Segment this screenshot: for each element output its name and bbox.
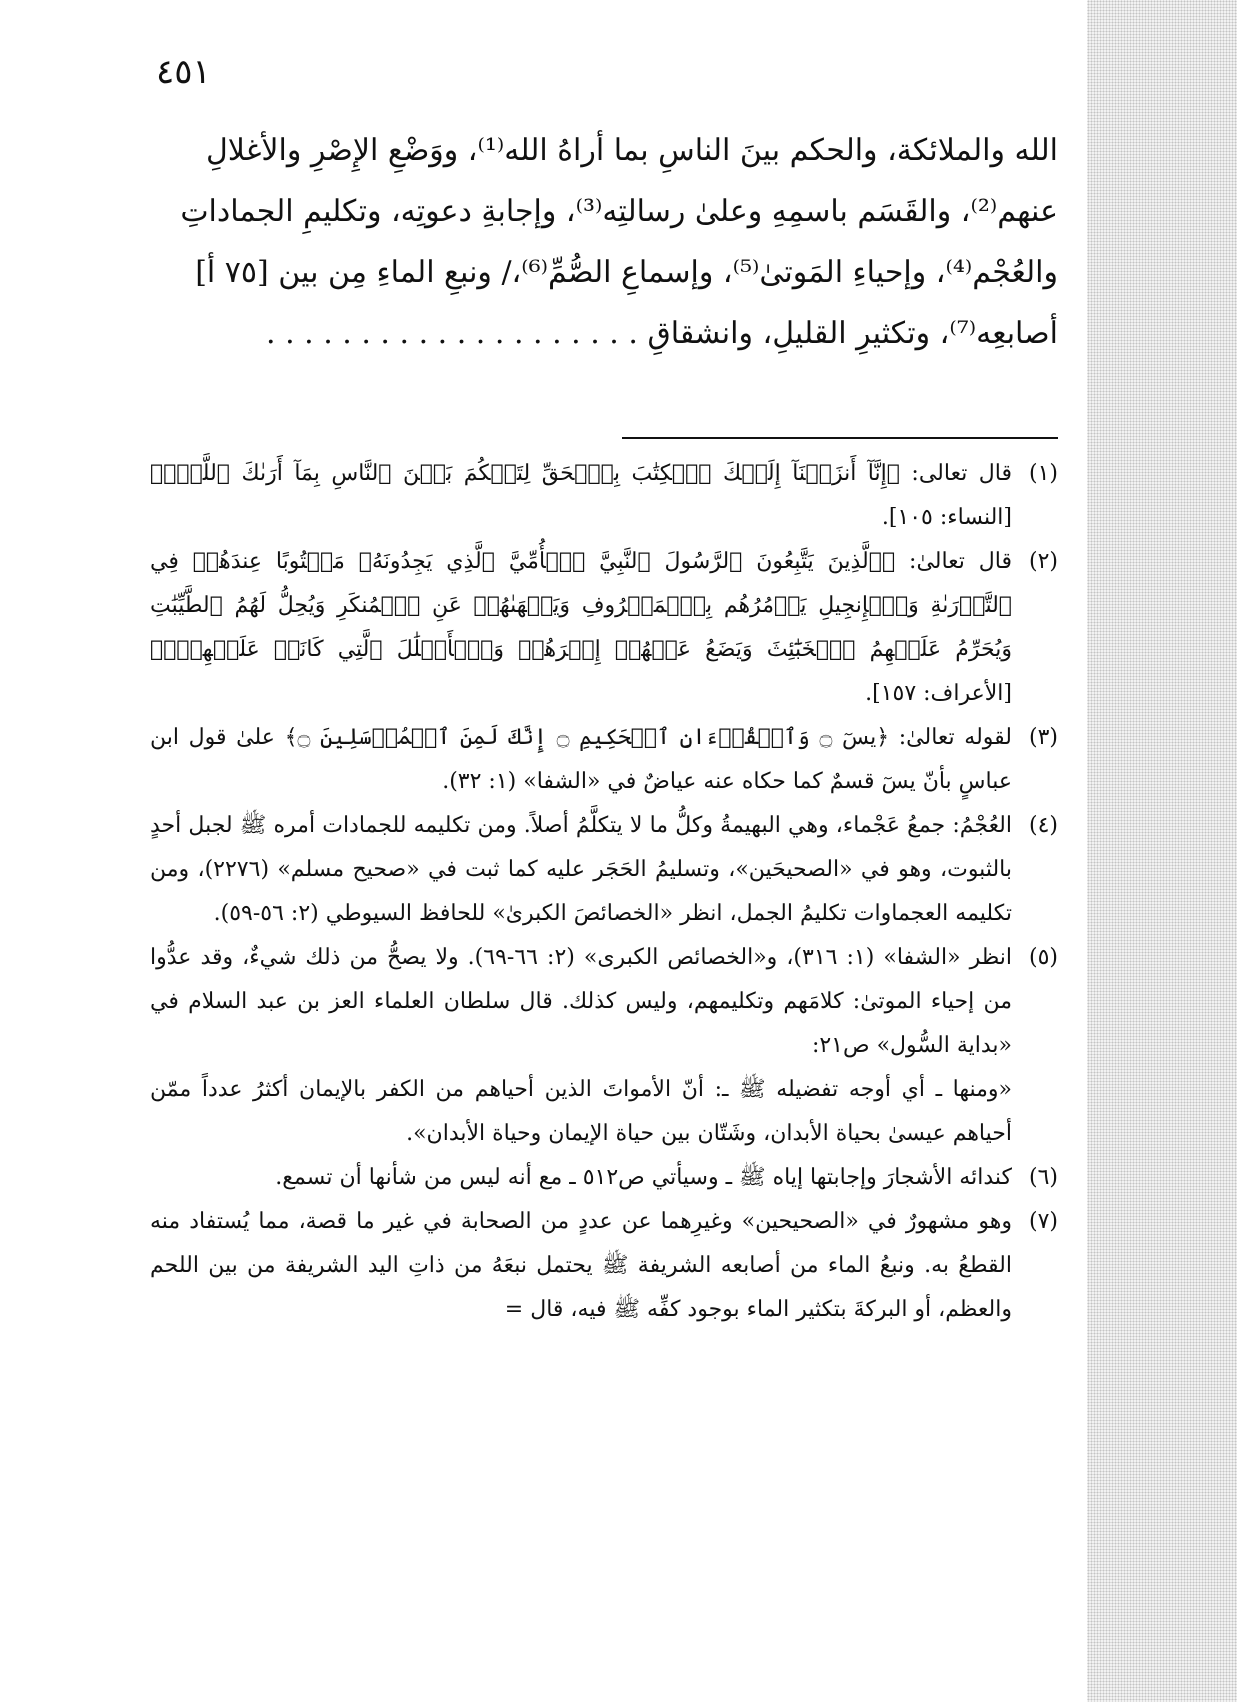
- footnote: [150, 1156, 1058, 1200]
- footnote-number: (٢): [1028, 549, 1058, 574]
- main-text-line: عنهم⁽²⁾، والقَسَم باسمِهِ وعلىٰ رسالتِه⁽³⁾، وإجابةِ دعوتِه، وتكليمِ الجماداتِ: [180, 194, 1058, 229]
- footnotes: [150, 452, 1058, 1332]
- footnote-text: قال تعالى: ﴿إِنَّآ أَنزَلۡنَآ إِلَيۡكَ ٱلۡكِتَٰبَ بِٱلۡحَقِّ لِتَحۡكُمَ بَيۡنَ ٱلنَّاسِ بِمَآ أَرَىٰكَ ٱللَّهُۚ﴾ [النساء: ١٠٥].: [150, 461, 1012, 530]
- footnote-separator: [622, 437, 1058, 439]
- footnote-number: (٤): [1028, 813, 1058, 838]
- footnote-text: لقوله تعالىٰ: ﴿يسٓ ۝ وَٱلۡقُرۡءَانِ ٱلۡحَكِيمِ ۝ إِنَّكَ لَمِنَ ٱلۡمُرۡسَلِينَ ۝﴾ علىٰ قول ابن عباسٍ بأنّ يسٓ قسمٌ كما حكاه عنه عياضٌ في «الشفا» (١: ٣٢).: [150, 725, 1013, 794]
- footnote-number: (٧): [1028, 1209, 1058, 1234]
- footnote-text: قال تعالىٰ: ﴿ٱلَّذِينَ يَتَّبِعُونَ ٱلرَّسُولَ ٱلنَّبِيَّ ٱلۡأُمِّيَّ ٱلَّذِي يَجِدُونَهُۥ مَكۡتُوبًا عِندَهُمۡ فِي ٱلتَّوۡرَىٰةِ وَٱلۡإِنجِيلِ يَأۡمُرُهُم بِٱلۡمَعۡرُوفِ وَيَنۡهَىٰهُمۡ عَنِ ٱلۡمُنكَرِ وَيُحِلُّ لَهُمُ ٱلطَّيِّبَٰتِ وَيُحَرِّمُ عَلَيۡهِمُ ٱلۡخَبَٰٓئِثَ وَيَضَعُ عَنۡهُمۡ إِصۡرَهُمۡ وَٱلۡأَغۡلَٰلَ ٱلَّتِي كَانَتۡ عَلَيۡهِمۡۚ﴾ [الأعراف: ١٥٧].: [150, 549, 1012, 706]
- main-text-line: والعُجْم⁽⁴⁾، وإحياءِ المَوتىٰ⁽⁵⁾، وإسماعِ الصُّمِّ⁽⁶⁾،/ ونبعِ الماءِ مِن بين [٧٥ أ]: [195, 255, 1058, 290]
- footnote-text: كندائه الأشجارَ وإجابتها إياه ﷺ ـ وسيأتي ص٥١٢ ـ مع أنه ليس من شأنها أن تسمع.: [275, 1165, 1012, 1190]
- footnote: [150, 716, 1058, 804]
- footnote-number: (٦): [1028, 1165, 1058, 1190]
- footnote: [150, 452, 1058, 540]
- main-text: [150, 120, 1058, 364]
- footnote: [150, 804, 1058, 936]
- footnote: [150, 936, 1058, 1156]
- footnote-text: العُجْمُ: جمعُ عَجْماء، وهي البهيمةُ وكلُّ ما لا يتكلَّمُ أصلاً. ومن تكليمه للجمادات أمره ﷺ لجبل أحدٍ بالثبوت، وهو في «الصحيحَين»، وتسليمُ الحَجَر عليه كما ثبت في «صحيح مسلم» (٢٢٧٦)، ومن تكليمه العجماوات تكليمُ الجمل، انظر «الخصائصَ الكبرىٰ» للحافظ السيوطي (٢: ٥٦-٥٩).: [150, 813, 1012, 926]
- footnote-number: (٣): [1028, 725, 1058, 750]
- main-text-line: الله والملائكة، والحكم بينَ الناسِ بما أراهُ الله⁽¹⁾، ووَضْعِ الإِصْرِ والأغلالِ: [206, 133, 1058, 168]
- footnote-number: (٥): [1028, 945, 1058, 970]
- footnote-text: وهو مشهورٌ في «الصحيحين» وغيرِهما عن عددٍ من الصحابة في غير ما قصة، مما يُستفاد منه القطعُ به. ونبعُ الماء من أصابعه الشريفة ﷺ يحتمل نبعَهُ من ذاتِ اليد الشريفة من بين اللحم والعظم، أو البركةَ بتكثير الماء بوجود كفِّه ﷺ فيه، قال =: [150, 1209, 1012, 1322]
- footnote-quote: «ومنها ـ أي أوجه تفضيله ﷺ ـ: أنّ الأمواتَ الذين أحياهم من الكفر بالإيمان أكثرُ عدداً ممّن أحياهم عيسىٰ بحياة الأبدان، وشَتّان بين حياة الإيمان وحياة الأبدان».: [150, 1077, 1012, 1146]
- main-text-line: أصابعِه⁽⁷⁾، وتكثيرِ القليلِ، وانشقاقِ . . . . . . . . . . . . . . . . . . . .: [266, 316, 1058, 351]
- scan-page-edge: [1087, 0, 1237, 1702]
- footnote-text: انظر «الشفا» (١: ٣١٦)، و«الخصائص الكبرى» (٢: ٦٦-٦٩). ولا يصحُّ من ذلك شيءٌ، وقد عدُّوا من إحياء الموتىٰ: كلامَهم وتكليمهم، وليس كذلك. قال سلطان العلماء العز بن عبد السلام في «بداية السُّول» ص٢١:: [150, 945, 1013, 1058]
- page-number: ٤٥١: [156, 52, 211, 92]
- footnote-number: (١): [1028, 461, 1058, 486]
- footnote: [150, 1200, 1058, 1332]
- footnote: [150, 540, 1058, 716]
